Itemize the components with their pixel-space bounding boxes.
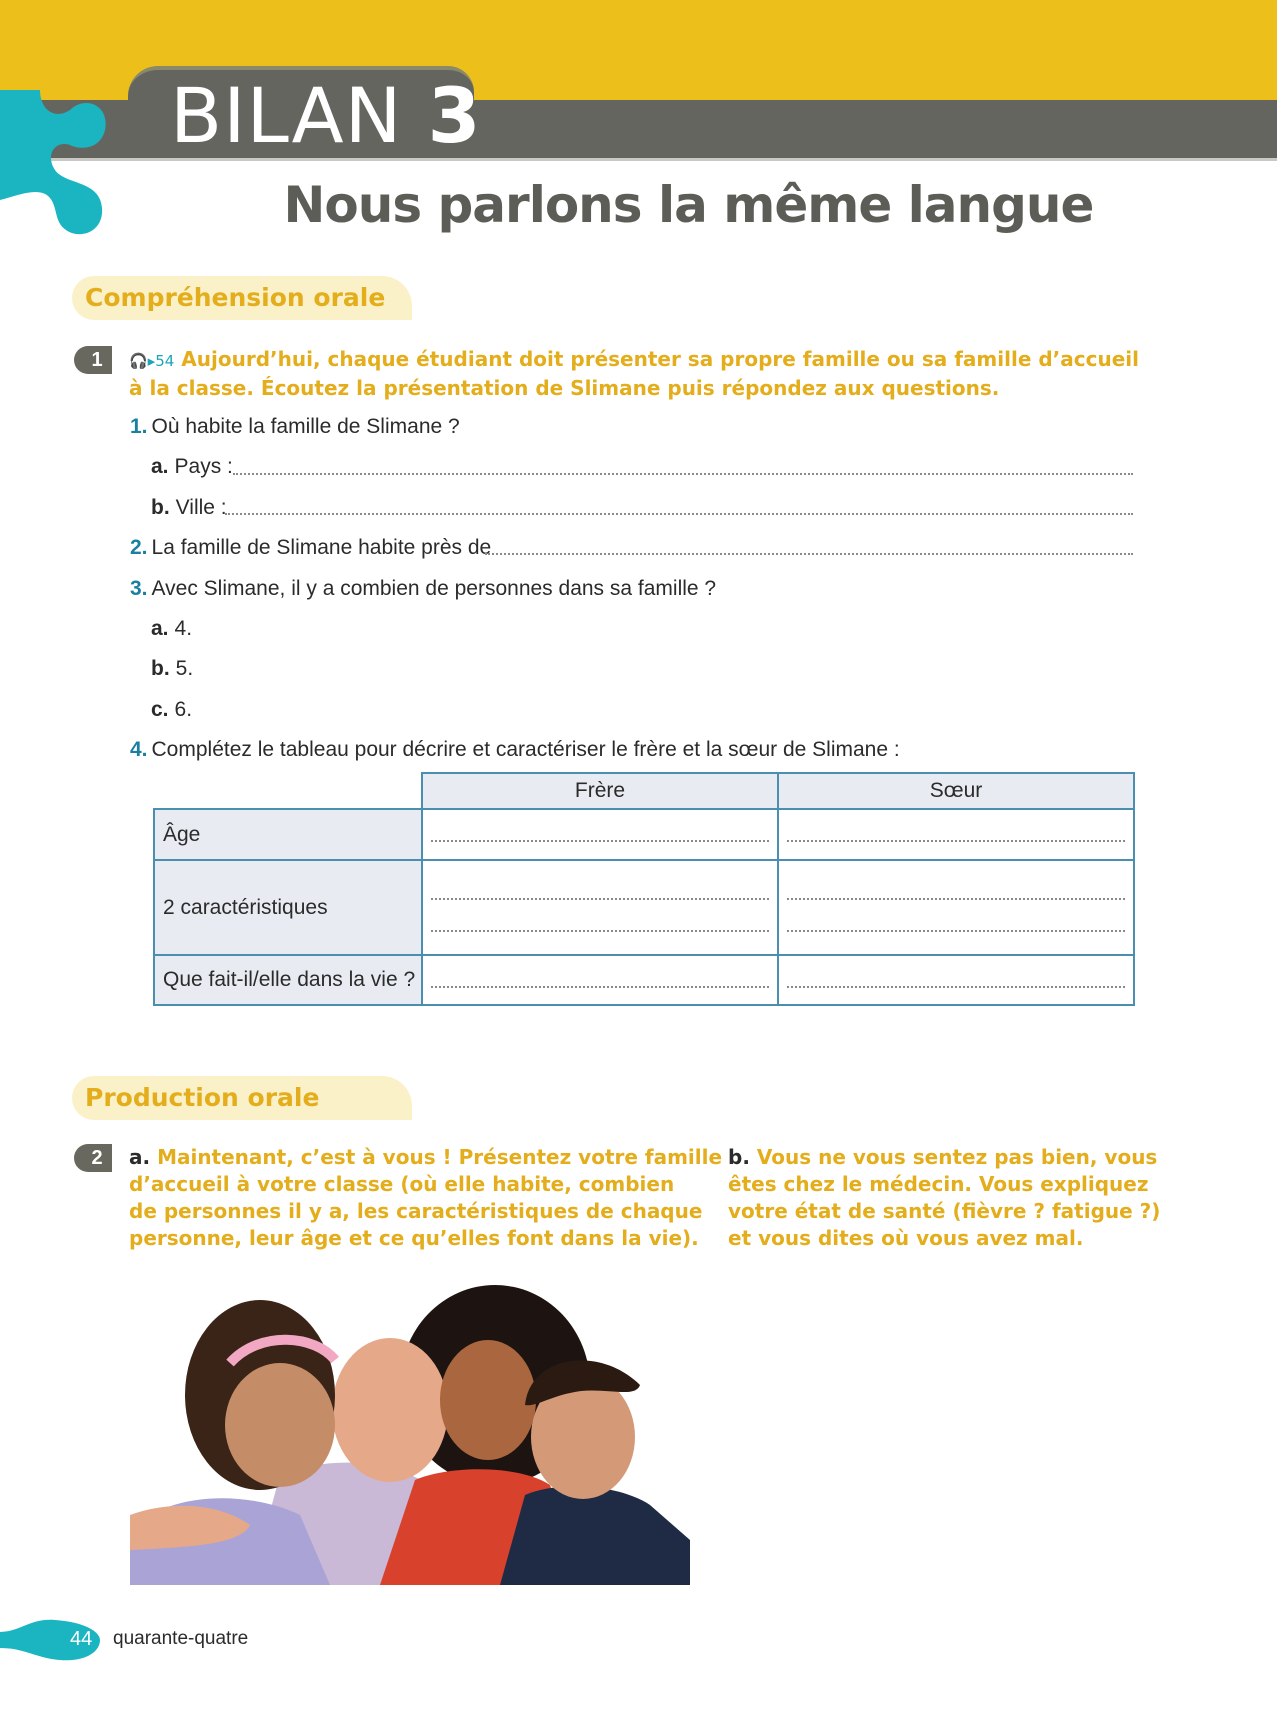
- table-cell-metier-frere[interactable]: [422, 955, 778, 1005]
- cell-line: [431, 930, 769, 932]
- question-3-text: Avec Slimane, il y a combien de personnes dans sa famille ?: [151, 577, 717, 600]
- question-4-number: 4.: [130, 738, 148, 761]
- table-header-soeur: Sœur: [778, 773, 1134, 809]
- exercise-2b-line-2: êtes chez le médecin. Vous expliquez: [728, 1172, 1149, 1196]
- instruction-line-1: Aujourd’hui, chaque étudiant doit présenter sa propre famille ou sa famille d’accueil: [181, 347, 1139, 371]
- table-header-frere: Frère: [422, 773, 778, 809]
- answer-1a-line[interactable]: [233, 473, 1133, 475]
- instruction-line-2: à la classe. Écoutez la présentation de Slimane puis répondez aux questions.: [129, 376, 1000, 400]
- exercise-1-badge: 1: [74, 346, 112, 374]
- table-row-label-caracteristiques: 2 caractéristiques: [154, 860, 422, 955]
- cell-line: [431, 986, 769, 988]
- cell-line: [431, 898, 769, 900]
- bilan-number: 3: [427, 71, 482, 160]
- option-3c-letter: c.: [151, 698, 169, 721]
- answer-1a-letter: a.: [151, 455, 169, 478]
- table-row-label-age: Âge: [154, 809, 422, 860]
- table-cell-age-soeur[interactable]: [778, 809, 1134, 860]
- option-3a-text: 4.: [174, 617, 193, 640]
- question-2-number: 2.: [130, 536, 148, 559]
- section-title-production: Production orale: [85, 1083, 320, 1112]
- family-photo: [130, 1275, 690, 1585]
- exercise-2a-line-3: de personnes il y a, les caractéristiques de chaque: [129, 1199, 703, 1223]
- question-4-text: Complétez le tableau pour décrire et caractériser le frère et la sœur de Slimane :: [151, 738, 900, 761]
- answer-1b-line[interactable]: [225, 513, 1133, 515]
- answer-1a: [151, 453, 233, 481]
- option-3b-letter: b.: [151, 657, 170, 680]
- exercise-2a-letter: a.: [129, 1145, 151, 1169]
- question-3-number: 3.: [130, 577, 148, 600]
- exercise-2b-line-4: et vous dites où vous avez mal.: [728, 1226, 1084, 1250]
- option-3b-text: 5.: [175, 657, 194, 680]
- cell-line: [787, 840, 1125, 842]
- exercise-2a-line-2: d’accueil à votre classe (où elle habite, combien: [129, 1172, 675, 1196]
- question-2-text: La famille de Slimane habite près de: [151, 536, 492, 559]
- cell-line: [787, 930, 1125, 932]
- answer-1a-label: Pays :: [174, 455, 233, 478]
- sibling-table: [153, 772, 1135, 1006]
- answer-1b: [151, 494, 227, 522]
- page-number: 44: [70, 1628, 93, 1650]
- exercise-2b-letter: b.: [728, 1145, 750, 1169]
- answer-2-line[interactable]: [485, 553, 1133, 555]
- question-1-number: 1.: [130, 415, 148, 438]
- table-corner: [154, 773, 422, 809]
- table-cell-carac-soeur[interactable]: [778, 860, 1134, 955]
- option-3a[interactable]: [151, 615, 192, 643]
- table-row-label-metier: Que fait-il/elle dans la vie ?: [154, 955, 422, 1005]
- bilan-label: BILAN: [170, 71, 403, 160]
- question-1: [130, 413, 460, 441]
- answer-1b-letter: b.: [151, 496, 170, 519]
- section-title-comprehension: Compréhension orale: [85, 283, 386, 312]
- option-3a-letter: a.: [151, 617, 169, 640]
- table-cell-age-frere[interactable]: [422, 809, 778, 860]
- exercise-2a-instruction: [129, 1144, 722, 1252]
- option-3b[interactable]: [151, 655, 193, 683]
- question-4: [130, 736, 900, 764]
- cell-line: [431, 840, 769, 842]
- bilan-heading: [170, 72, 482, 160]
- exercise-2b-instruction: [728, 1144, 1160, 1252]
- exercise-1-instruction: [129, 346, 1139, 402]
- exercise-2a-line-1: Maintenant, c’est à vous ! Présentez votre famille: [157, 1145, 723, 1169]
- answer-1b-label: Ville :: [175, 496, 227, 519]
- cell-line: [787, 898, 1125, 900]
- option-3c-text: 6.: [174, 698, 193, 721]
- question-1-text: Où habite la famille de Slimane ?: [151, 415, 460, 438]
- exercise-2b-line-1: Vous ne vous sentez pas bien, vous: [756, 1145, 1158, 1169]
- page-number-words: quarante-quatre: [113, 1628, 249, 1649]
- cell-line: [787, 986, 1125, 988]
- question-2: [130, 534, 491, 562]
- page-title: Nous parlons la même langue: [283, 176, 1094, 234]
- table-cell-carac-frere[interactable]: [422, 860, 778, 955]
- table-cell-metier-soeur[interactable]: [778, 955, 1134, 1005]
- audio-track-number: 54: [155, 352, 175, 370]
- audio-track-icon[interactable]: 🎧▸: [129, 352, 156, 370]
- option-3c[interactable]: [151, 696, 192, 724]
- exercise-2b-line-3: votre état de santé (fièvre ? fatigue ?): [728, 1199, 1161, 1223]
- exercise-2a-line-4: personne, leur âge et ce qu’elles font dans la vie).: [129, 1226, 699, 1250]
- question-3: [130, 575, 716, 603]
- exercise-2-badge: 2: [74, 1144, 112, 1172]
